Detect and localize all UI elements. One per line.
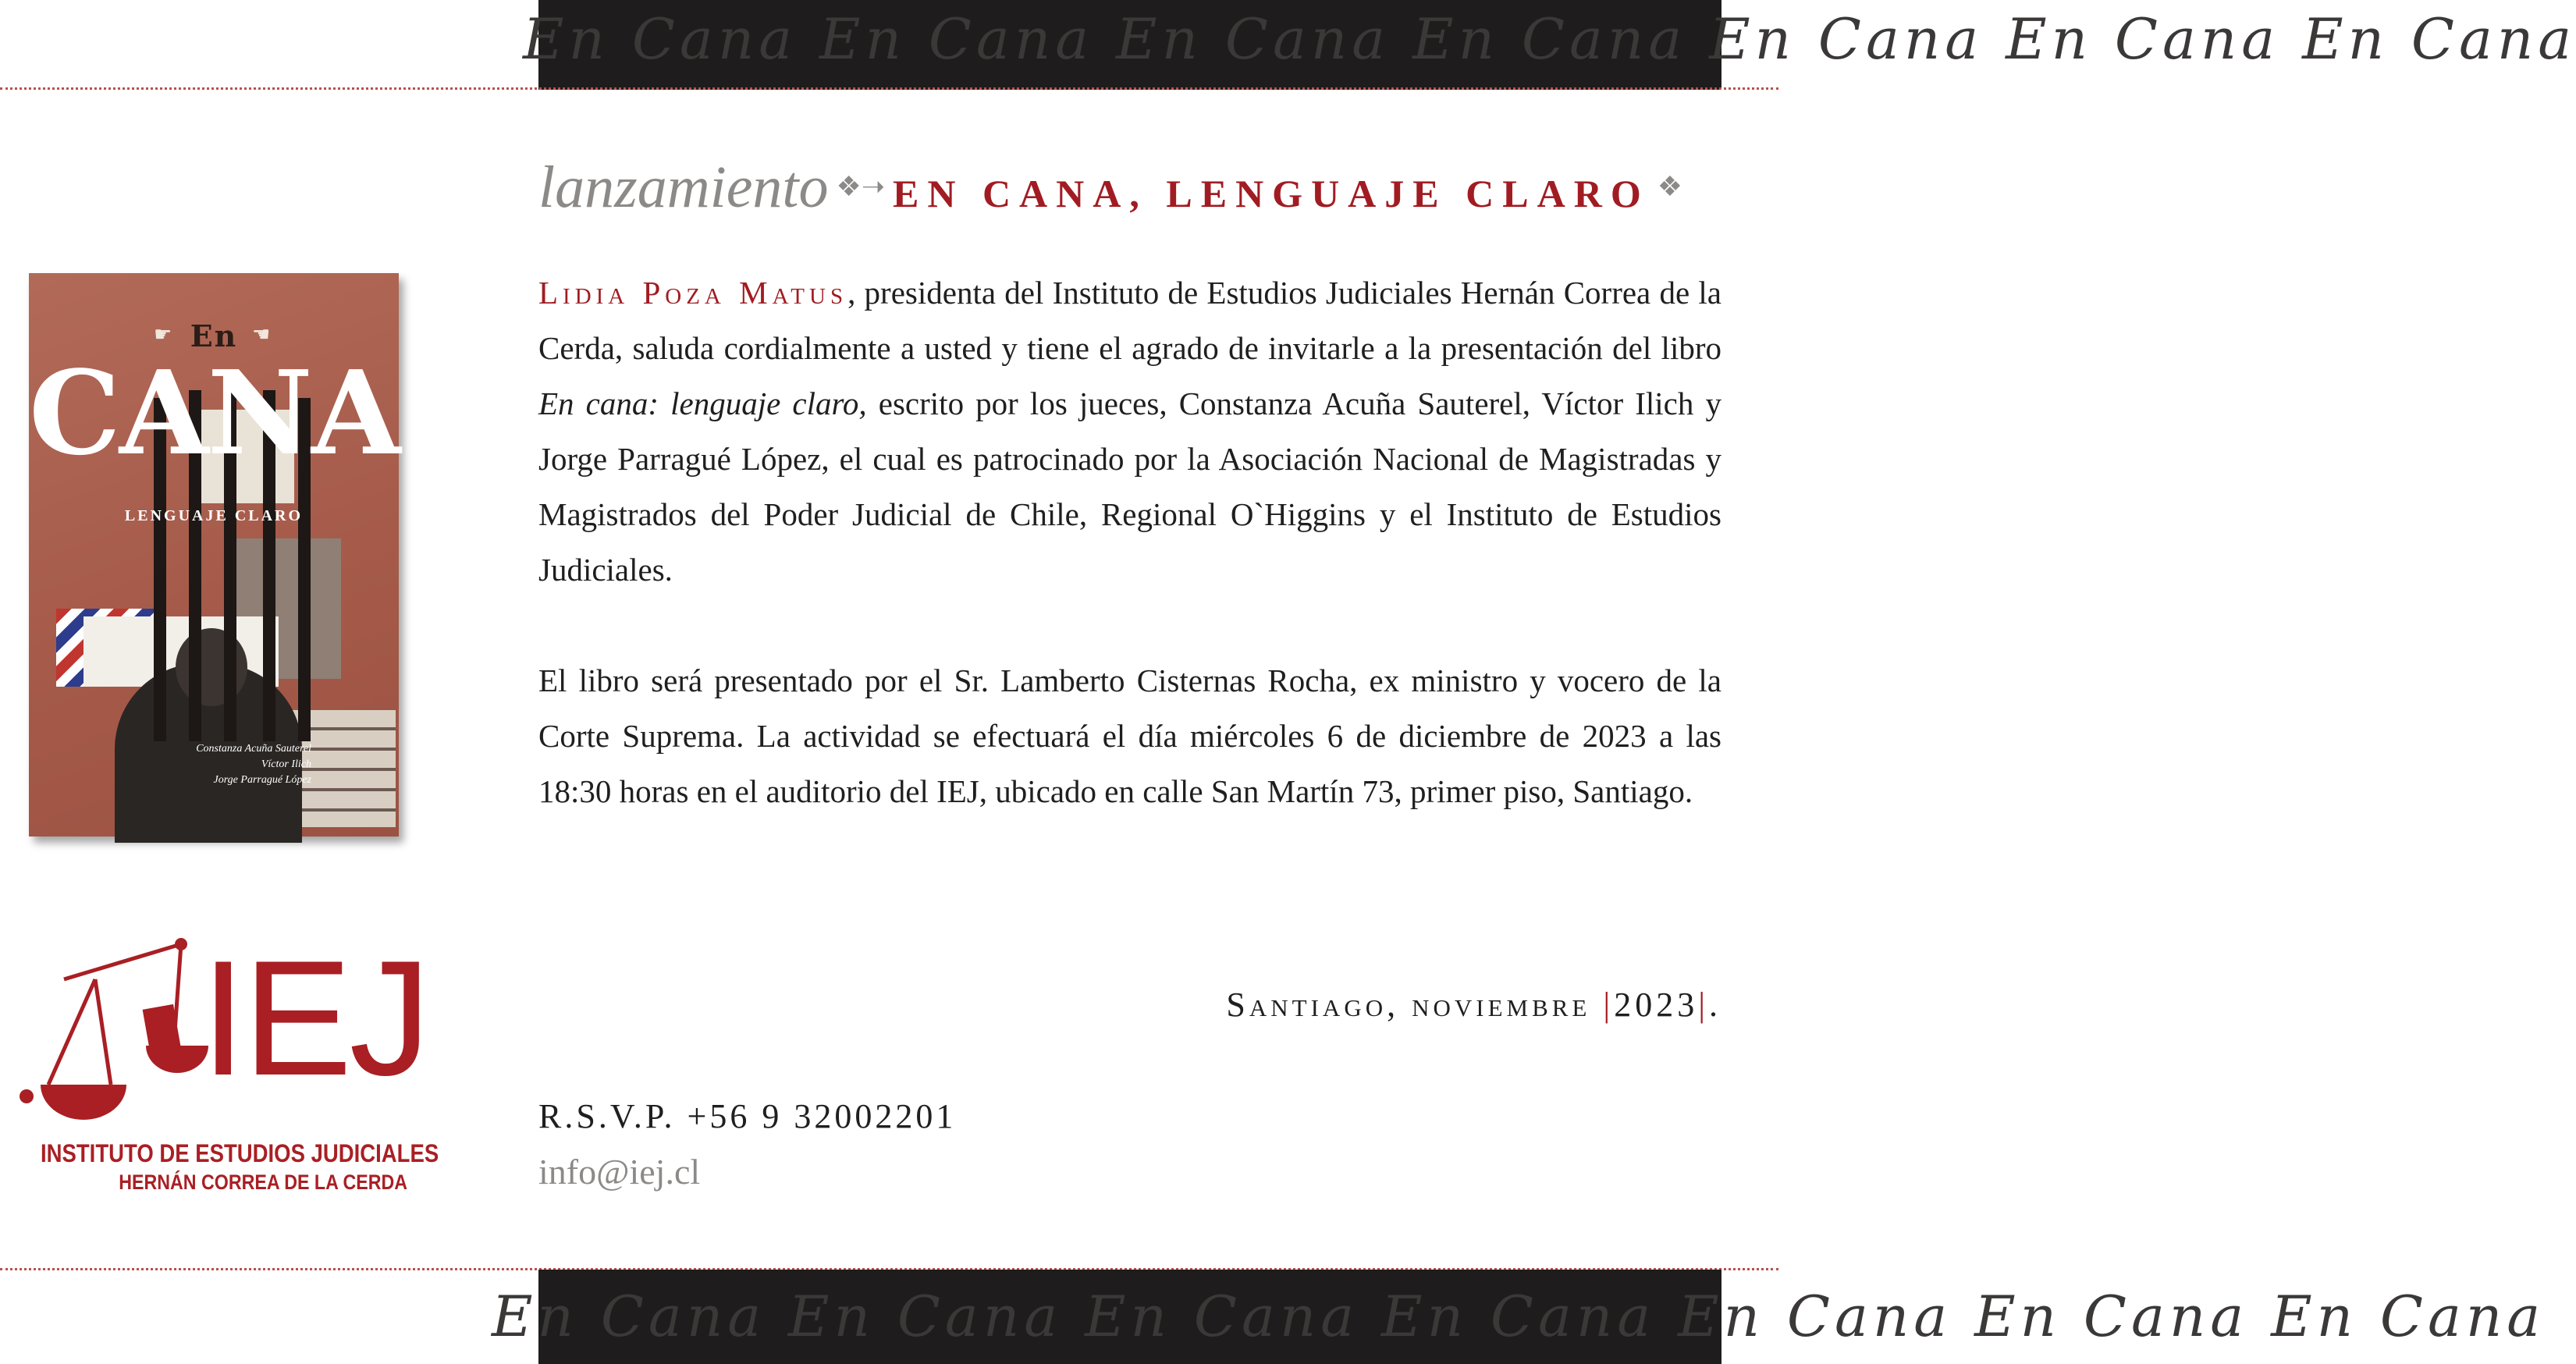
book-cover-image	[29, 273, 399, 837]
president-name: Lidia Poza Matus	[538, 275, 848, 311]
year-bracket-left: |	[1603, 986, 1615, 1024]
year-bracket-right: |	[1698, 986, 1709, 1024]
cover-authors	[196, 741, 311, 788]
invitation-paragraph-1	[538, 265, 1721, 598]
signature-text: Santiago, noviembre	[1226, 986, 1604, 1024]
signature-end: .	[1709, 986, 1721, 1024]
cover-author: Jorge Parragué López	[213, 774, 311, 786]
fleuron-right-icon: ❖	[1657, 171, 1682, 202]
logo-institute-subname: HERNÁN CORREA DE LA CERDA	[119, 1170, 407, 1194]
page-heading	[538, 154, 1721, 222]
pointing-hand-right-icon: ☚	[252, 323, 271, 346]
pointing-hand-left-icon: ☛	[154, 323, 172, 346]
band-script-text: En Cana En Cana En Cana En Cana En Cana En Cana En Cana	[523, 6, 2576, 72]
top-dotted-divider	[0, 87, 1778, 90]
iej-logo	[17, 926, 439, 1202]
cover-author: Constanza Acuña Sauterel	[196, 743, 311, 755]
heading-prefix: lanzamiento	[538, 155, 829, 220]
rsvp-phone: R.S.V.P. +56 9 32002201	[538, 1097, 957, 1135]
signature-place-date	[1226, 985, 1721, 1025]
band-script-text: En Cana En Cana En Cana En Cana En Cana En Cana En Cana	[492, 1284, 2546, 1349]
contact-email-link[interactable]: info@iej.cl	[538, 1152, 701, 1192]
heading-title: EN CANA, LENGUAJE CLARO	[892, 172, 1650, 215]
fleuron-left-icon: ❖➝	[836, 171, 885, 202]
paragraph-text: , presidenta del Instituto de Estudios Judiciales Hernán Correa de la Cerda, saluda cordialmente a usted y tiene el agrado de invitarle a la presentación del libro	[538, 275, 1721, 366]
paragraph-text: escrito por los jueces, Constanza Acuña Sauterel, Víctor Ilich y Jorge Parragué López, el cual es patrocinado por la Asociación Nacional de Magistradas y Magistrados del Poder Judicial de Chile, Regional O`Higgins y el Instituto de Estudios Judiciales.	[538, 385, 1721, 588]
signature-year: 2023	[1614, 986, 1699, 1024]
logo-acronym: IEJ	[201, 926, 428, 1110]
cover-author: Víctor Ilich	[261, 758, 311, 770]
invitation-paragraph-2: El libro será presentado por el Sr. Lamberto Cisternas Rocha, ex ministro y vocero de la Corte Suprema. La actividad se efectuará el día miércoles 6 de diciembre de 2023 a las 18:30 horas en el auditorio del IEJ, ubicado en calle San Martín 73, primer piso, Santiago.	[538, 662, 1721, 809]
scales-of-justice-icon	[17, 936, 204, 1131]
cover-prisoner-head	[176, 628, 247, 706]
bottom-decorative-band	[492, 1270, 2546, 1364]
invitation-body	[538, 265, 1721, 819]
book-title: En cana: lenguaje claro,	[538, 385, 867, 421]
cover-subtitle: LENGUAJE CLARO	[124, 507, 304, 524]
cover-title-en: En	[190, 318, 238, 353]
logo-institute-name: INSTITUTO DE ESTUDIOS JUDICIALES	[41, 1139, 439, 1167]
cover-title-cana: CANA	[29, 345, 400, 481]
top-decorative-band	[523, 0, 2576, 90]
